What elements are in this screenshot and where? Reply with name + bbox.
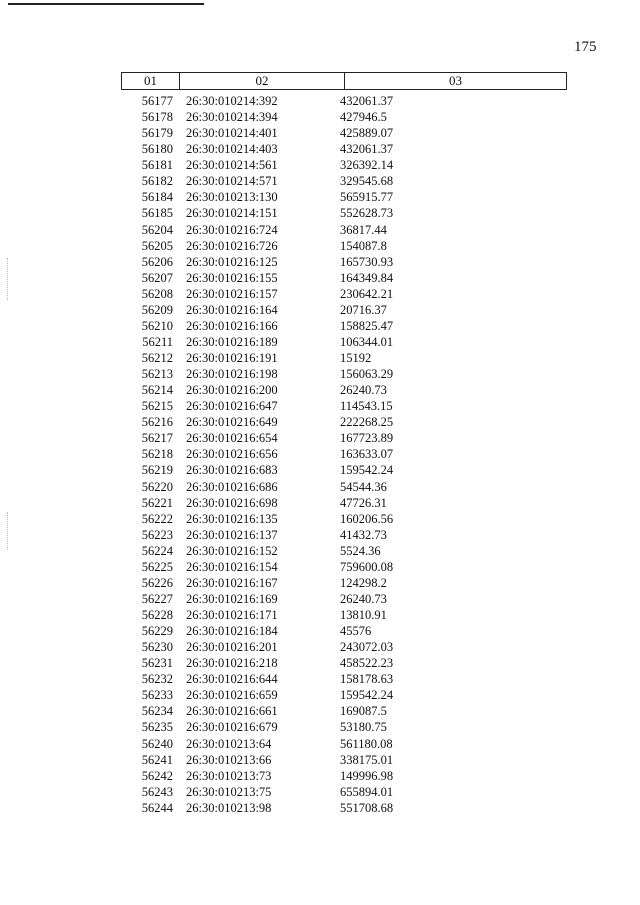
row-number: 56217: [141, 431, 173, 446]
cadastral-value: 326392.14: [340, 158, 394, 173]
row-number: 56185: [141, 206, 173, 221]
cadastral-number: 26:30:010216:154: [186, 559, 278, 574]
cadastral-number: 26:30:010216:683: [186, 463, 278, 478]
table-row: [121, 350, 567, 366]
table-row: [121, 752, 567, 768]
row-number: 56218: [141, 447, 173, 462]
header-col-02: 02: [180, 73, 345, 89]
table-row: [121, 736, 567, 752]
table-row: [121, 687, 567, 703]
table-row: [121, 559, 567, 575]
cadastral-value: 243072.03: [340, 640, 394, 655]
cadastral-value: 13810.91: [340, 608, 387, 622]
row-number: 56210: [141, 318, 173, 333]
table-header: [121, 72, 567, 90]
cadastral-number: 26:30:010216:164: [186, 302, 278, 317]
table-row: [121, 318, 567, 334]
table-row: [121, 205, 567, 221]
scan-margin-mark: [7, 512, 10, 550]
table-row: [121, 527, 567, 543]
cadastral-number: 26:30:010213:73: [186, 768, 272, 783]
cadastral-value: 552628.73: [340, 206, 394, 221]
table-row: [121, 479, 567, 495]
table-row: [121, 334, 567, 350]
cadastral-value: 432061.37: [340, 94, 394, 108]
cadastral-number: 26:30:010216:661: [186, 704, 278, 719]
cadastral-number: 26:30:010216:698: [186, 495, 278, 510]
cadastral-value: 432061.37: [340, 142, 394, 157]
row-number: 56225: [141, 559, 173, 574]
row-number: 56223: [141, 527, 173, 542]
row-number: 56224: [141, 543, 173, 558]
header-col-01: 01: [122, 73, 180, 89]
cadastral-number: 26:30:010216:152: [186, 543, 278, 558]
cadastral-value: 167723.89: [340, 431, 394, 446]
table-row: [121, 414, 567, 430]
row-number: 56214: [141, 383, 173, 398]
cadastral-number: 26:30:010214:394: [186, 110, 278, 125]
top-rule: [8, 3, 204, 5]
cadastral-number: 26:30:010216:184: [186, 624, 278, 639]
cadastral-value: 759600.08: [340, 559, 394, 574]
row-number: 56231: [141, 656, 173, 671]
cadastral-number: 26:30:010216:649: [186, 415, 278, 430]
table-row: [121, 543, 567, 559]
row-number: 56206: [141, 254, 173, 269]
cadastral-value: 551708.68: [340, 800, 394, 815]
cadastral-number: 26:30:010216:659: [186, 688, 278, 703]
row-number: 56209: [141, 302, 173, 317]
cadastral-number: 26:30:010213:98: [186, 800, 272, 815]
cadastral-number: 26:30:010216:137: [186, 527, 278, 542]
cadastral-number: 26:30:010216:191: [186, 351, 278, 365]
cadastral-number: 26:30:010216:724: [186, 222, 278, 237]
cadastral-number: 26:30:010216:200: [186, 383, 278, 398]
table-row: [121, 109, 567, 125]
cadastral-number: 26:30:010216:679: [186, 720, 278, 735]
cadastral-number: 26:30:010216:726: [186, 238, 278, 253]
cadastral-number: 26:30:010216:644: [186, 672, 278, 687]
row-number: 56226: [141, 575, 173, 590]
row-number: 56177: [141, 94, 173, 108]
cadastral-number: 26:30:010216:647: [186, 399, 278, 414]
row-number: 56235: [141, 720, 173, 735]
table-row: [121, 671, 567, 687]
cadastral-number: 26:30:010213:130: [186, 190, 278, 205]
cadastral-number: 26:30:010216:189: [186, 334, 278, 349]
cadastral-number: 26:30:010216:198: [186, 367, 278, 382]
cadastral-value: 565915.77: [340, 190, 394, 205]
row-number: 56227: [141, 591, 173, 606]
cadastral-value: 158825.47: [340, 318, 394, 333]
table-row: [121, 575, 567, 591]
page-number: 175: [574, 39, 597, 55]
cadastral-value: 26240.73: [340, 383, 387, 398]
row-number: 56205: [141, 238, 173, 253]
cadastral-value: 15192: [340, 351, 372, 365]
row-number: 56216: [141, 415, 173, 430]
table-row: [121, 430, 567, 446]
cadastral-value: 36817.44: [340, 222, 387, 237]
cadastral-value: 561180.08: [340, 736, 393, 751]
table-row: [121, 141, 567, 157]
cadastral-value: 159542.24: [340, 463, 394, 478]
cadastral-value: 222268.25: [340, 415, 394, 430]
row-number: 56219: [141, 463, 173, 478]
cadastral-number: 26:30:010213:66: [186, 752, 272, 767]
row-number: 56213: [141, 367, 173, 382]
cadastral-value: 124298.2: [340, 575, 387, 590]
table-row: [121, 607, 567, 623]
table-row: [121, 93, 567, 109]
row-number: 56221: [141, 495, 173, 510]
table-row: [121, 382, 567, 398]
row-number: 56230: [141, 640, 173, 655]
row-number: 56233: [141, 688, 173, 703]
row-number: 56178: [141, 110, 173, 125]
table-body: [121, 93, 567, 816]
row-number: 56232: [141, 672, 173, 687]
table-row: [121, 222, 567, 238]
table-row: [121, 655, 567, 671]
cadastral-value: 427946.5: [340, 110, 387, 125]
cadastral-value: 165730.93: [340, 254, 394, 269]
cadastral-value: 54544.36: [340, 479, 387, 494]
cadastral-value: 20716.37: [340, 302, 387, 317]
cadastral-value: 329545.68: [340, 174, 394, 189]
row-number: 56215: [141, 399, 173, 414]
cadastral-value: 156063.29: [340, 367, 394, 382]
row-number: 56179: [141, 126, 173, 141]
table-row: [121, 157, 567, 173]
table-row: [121, 189, 567, 205]
cadastral-value: 163633.07: [340, 447, 394, 462]
row-number: 56243: [141, 784, 173, 799]
cadastral-number: 26:30:010216:656: [186, 447, 278, 462]
cadastral-number: 26:30:010214:403: [186, 142, 278, 157]
row-number: 56208: [141, 286, 173, 301]
table-row: [121, 286, 567, 302]
cadastral-number: 26:30:010216:171: [186, 608, 278, 622]
table-row: [121, 591, 567, 607]
table-row: [121, 623, 567, 639]
table-row: [121, 511, 567, 527]
table-row: [121, 366, 567, 382]
cadastral-number: 26:30:010216:218: [186, 656, 278, 671]
row-number: 56234: [141, 704, 173, 719]
table-row: [121, 703, 567, 719]
row-number: 56241: [141, 752, 173, 767]
row-number: 56181: [141, 158, 173, 173]
row-number: 56212: [141, 351, 173, 365]
cadastral-number: 26:30:010216:125: [186, 254, 278, 269]
cadastral-number: 26:30:010216:167: [186, 575, 278, 590]
cadastral-value: 114543.15: [340, 399, 393, 414]
cadastral-value: 338175.01: [340, 752, 394, 767]
cadastral-value: 158178.63: [340, 672, 394, 687]
cadastral-number: 26:30:010214:151: [186, 206, 278, 221]
cadastral-number: 26:30:010216:135: [186, 511, 278, 526]
table-row: [121, 270, 567, 286]
cadastral-value: 45576: [340, 624, 372, 639]
cadastral-value: 230642.21: [340, 286, 394, 301]
cadastral-value: 106344.01: [340, 334, 394, 349]
row-number: 56182: [141, 174, 173, 189]
table-row: [121, 719, 567, 735]
row-number: 56240: [141, 736, 173, 751]
row-number: 56220: [141, 479, 173, 494]
cadastral-value: 164349.84: [340, 270, 394, 285]
cadastral-value: 26240.73: [340, 591, 387, 606]
row-number: 56180: [141, 142, 173, 157]
cadastral-number: 26:30:010216:155: [186, 270, 278, 285]
table-row: [121, 495, 567, 511]
cadastral-value: 458522.23: [340, 656, 394, 671]
table-row: [121, 173, 567, 189]
cadastral-number: 26:30:010216:169: [186, 591, 278, 606]
cadastral-value: 5524.36: [340, 543, 381, 558]
table-row: [121, 446, 567, 462]
cadastral-number: 26:30:010214:561: [186, 158, 278, 173]
row-number: 56244: [141, 800, 173, 815]
row-number: 56229: [141, 624, 173, 639]
table-row: [121, 398, 567, 414]
cadastral-number: 26:30:010216:166: [186, 318, 278, 333]
table-row: [121, 800, 567, 816]
cadastral-number: 26:30:010213:75: [186, 784, 272, 799]
cadastral-number: 26:30:010216:654: [186, 431, 278, 446]
row-number: 56204: [141, 222, 173, 237]
row-number: 56222: [141, 511, 173, 526]
cadastral-number: 26:30:010216:157: [186, 286, 278, 301]
table-row: [121, 462, 567, 478]
table-row: [121, 125, 567, 141]
scan-margin-mark: [7, 258, 10, 300]
cadastral-number: 26:30:010213:64: [186, 736, 272, 751]
cadastral-value: 154087.8: [340, 238, 387, 253]
row-number: 56242: [141, 768, 173, 783]
table-row: [121, 254, 567, 270]
row-number: 56184: [141, 190, 173, 205]
table-row: [121, 639, 567, 655]
cadastral-value: 149996.98: [340, 768, 394, 783]
cadastral-value: 47726.31: [340, 495, 387, 510]
cadastral-number: 26:30:010216:201: [186, 640, 278, 655]
cadastral-number: 26:30:010214:571: [186, 174, 278, 189]
cadastral-number: 26:30:010214:392: [186, 94, 278, 108]
cadastral-value: 425889.07: [340, 126, 394, 141]
cadastral-value: 53180.75: [340, 720, 387, 735]
header-col-03: 03: [449, 73, 462, 88]
row-number: 56211: [142, 334, 173, 349]
table-row: [121, 768, 567, 784]
row-number: 56228: [141, 608, 173, 622]
table-row: [121, 238, 567, 254]
cadastral-value: 169087.5: [340, 704, 387, 719]
table-row: [121, 784, 567, 800]
cadastral-value: 41432.73: [340, 527, 387, 542]
cadastral-value: 159542.24: [340, 688, 394, 703]
cadastral-number: 26:30:010214:401: [186, 126, 278, 141]
cadastral-value: 655894.01: [340, 784, 394, 799]
cadastral-value: 160206.56: [340, 511, 394, 526]
table-row: [121, 302, 567, 318]
cadastral-number: 26:30:010216:686: [186, 479, 278, 494]
row-number: 56207: [141, 270, 173, 285]
